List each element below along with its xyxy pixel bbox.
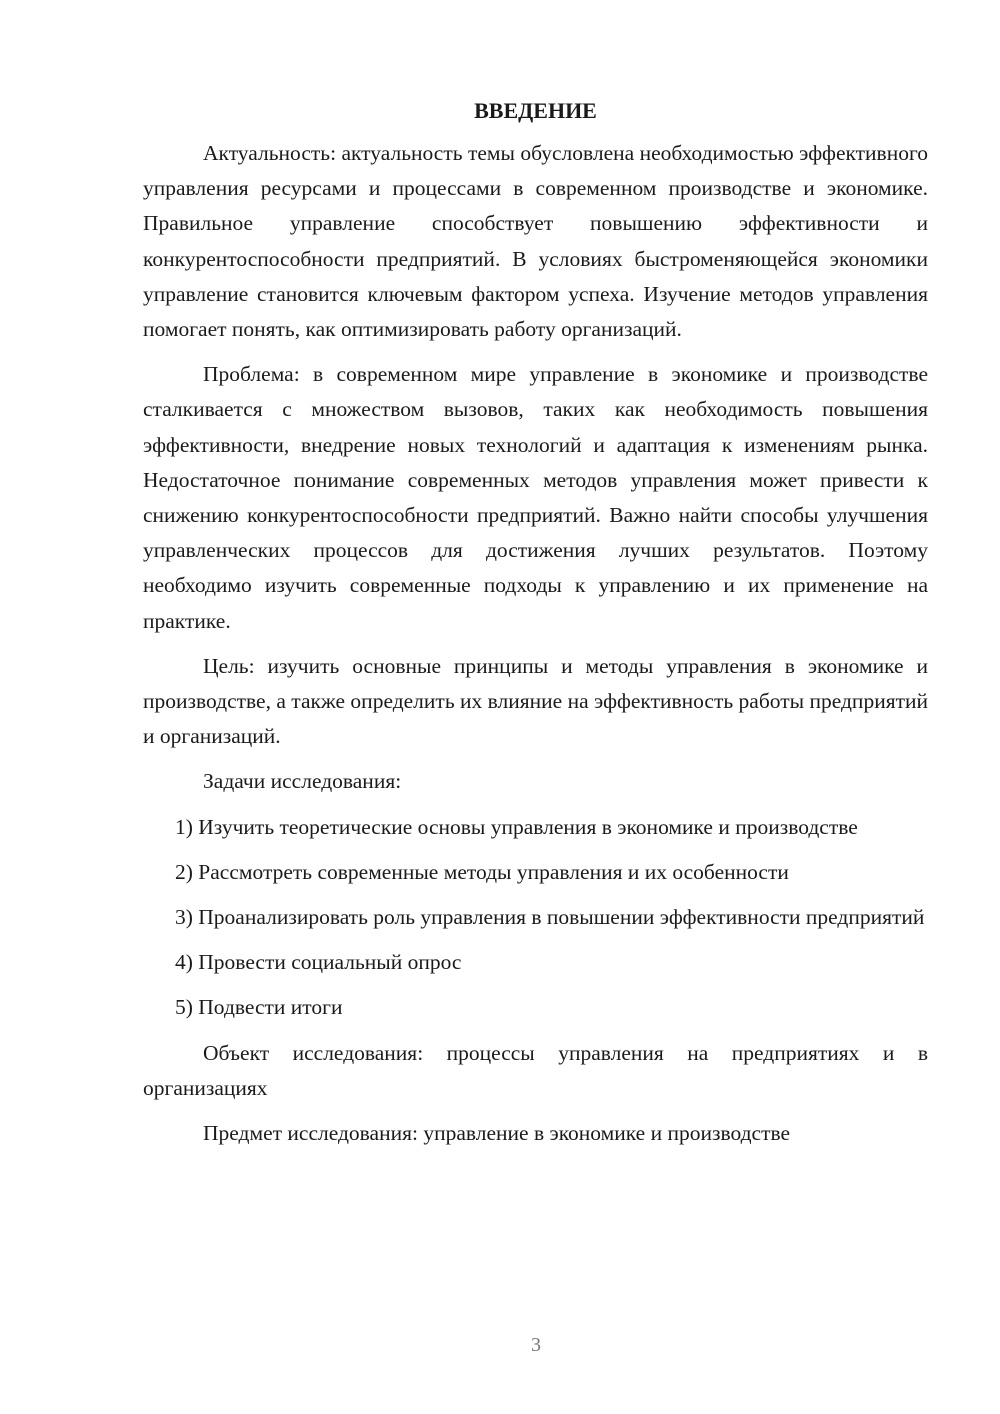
task-item-1: 1) Изучить теоретические основы управления в экономике и производстве (175, 814, 858, 839)
subject-paragraph: Предмет исследования: управление в экономике и производстве (203, 1121, 791, 1146)
task-item-2: 2) Рассмотреть современные методы управления и их особенности (175, 859, 789, 884)
goal-paragraph: Цель: изучить основные принципы и методы управления в экономике и производстве, а также определить их влияние на эффективность работы предприятий и организаций. (143, 653, 928, 749)
task-item-4: 4) Провести социальный опрос (175, 950, 462, 975)
tasks-heading: Задачи исследования: (203, 769, 402, 794)
page-number: 3 (531, 1334, 541, 1356)
problem-paragraph: Проблема: в современном мире управление в экономике и производстве сталкивается с множеством вызовов, таких как необходимость повышения эффективности, внедрение новых технологий и адаптация к изменениям рынка. Недостаточное понимание современных методов управления может привести к снижению конкурентоспособности предприятий. Важно найти способы улучшения управленческих процессов для достижения лучших результатов. Поэтому необходимо изучить современные подходы к управлению и их применение на практике. (143, 362, 928, 633)
task-item-5: 5) Подвести итоги (175, 995, 343, 1020)
relevance-paragraph: Актуальность: актуальность темы обусловлена необходимостью эффективного управления ресурсами и процессами в современном производстве и экономике. Правильное управление способствует повышению эффективности и конкурентоспособности предприятий. В условиях быстроменяющейся экономики управление становится ключевым фактором успеха. Изучение методов управления помогает понять, как оптимизировать работу организаций. (143, 141, 928, 342)
document-title: ВВЕДЕНИЕ (474, 98, 597, 123)
document-page (143, 96, 928, 1151)
task-item-3: 3) Проанализировать роль управления в повышении эффективности предприятий (175, 905, 925, 930)
object-paragraph: Объект исследования: процессы управления на предприятиях и в организациях (143, 1040, 928, 1100)
